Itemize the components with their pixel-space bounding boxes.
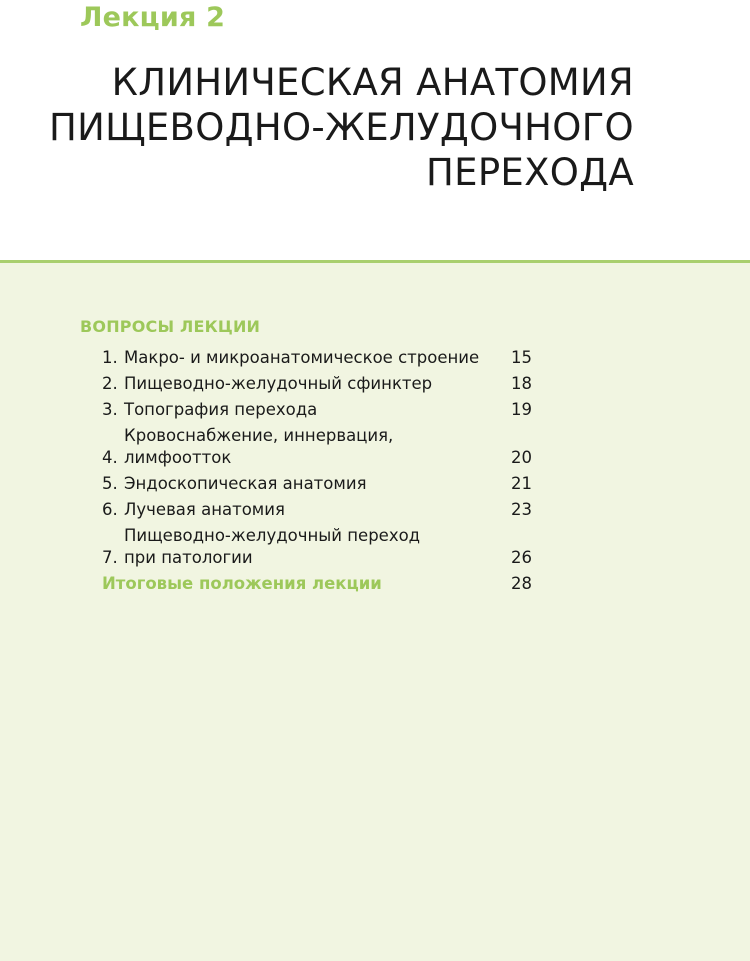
title-line: КЛИНИЧЕСКАЯ АНАТОМИЯ bbox=[111, 61, 634, 104]
toc-summary-page: 28 bbox=[511, 574, 532, 593]
toc-item-number: 6. bbox=[102, 500, 118, 519]
contents-panel bbox=[0, 263, 750, 961]
toc-item-page: 20 bbox=[511, 448, 532, 467]
toc-item-title bbox=[124, 425, 492, 469]
toc-item-title: Лучевая анатомия bbox=[124, 500, 285, 519]
toc-summary-item[interactable] bbox=[102, 573, 532, 595]
toc-item-title-line: Кровоснабжение, иннервация, bbox=[124, 426, 394, 445]
title-line: ПИЩЕВОДНО-ЖЕЛУДОЧНОГО bbox=[49, 106, 634, 149]
toc-item-title bbox=[124, 525, 492, 569]
toc-item-page: 26 bbox=[511, 548, 532, 567]
toc-item-number: 5. bbox=[102, 474, 118, 493]
toc-item-title: Эндоскопическая анатомия bbox=[124, 474, 367, 493]
toc-item[interactable] bbox=[102, 499, 532, 521]
table-of-contents bbox=[102, 347, 532, 595]
toc-item-title-line: при патологии bbox=[124, 548, 253, 567]
lecture-label: Лекция 2 bbox=[80, 2, 226, 33]
toc-item-title: Топография перехода bbox=[124, 400, 318, 419]
toc-item-page: 23 bbox=[511, 500, 532, 519]
toc-item-title: Пищеводно-желудочный сфинктер bbox=[124, 374, 433, 393]
toc-item-page: 19 bbox=[511, 400, 532, 419]
toc-item-title: Макро- и микроанатомическое строение bbox=[124, 348, 480, 367]
toc-item-title-line: лимфоотток bbox=[124, 448, 232, 467]
title-line: ПЕРЕХОДА bbox=[426, 151, 634, 194]
toc-item-number: 2. bbox=[102, 374, 118, 393]
toc-summary-label: Итоговые положения лекции bbox=[102, 574, 382, 593]
toc-item[interactable] bbox=[102, 347, 532, 369]
toc-item-number: 3. bbox=[102, 400, 118, 419]
contents-heading: ВОПРОСЫ ЛЕКЦИИ bbox=[80, 317, 261, 336]
toc-item[interactable] bbox=[102, 525, 532, 569]
toc-item-number: 7. bbox=[102, 548, 118, 567]
toc-item-page: 21 bbox=[511, 474, 532, 493]
toc-item[interactable] bbox=[102, 425, 532, 469]
toc-item[interactable] bbox=[102, 399, 532, 421]
toc-item-page: 18 bbox=[511, 374, 532, 393]
toc-item-title-line: Пищеводно-желудочный переход bbox=[124, 526, 421, 545]
page-header bbox=[0, 0, 750, 260]
toc-item-number: 4. bbox=[102, 448, 118, 467]
toc-item-page: 15 bbox=[511, 348, 532, 367]
toc-item[interactable] bbox=[102, 473, 532, 495]
page-title bbox=[34, 60, 634, 195]
toc-item[interactable] bbox=[102, 373, 532, 395]
toc-item-number: 1. bbox=[102, 348, 118, 367]
